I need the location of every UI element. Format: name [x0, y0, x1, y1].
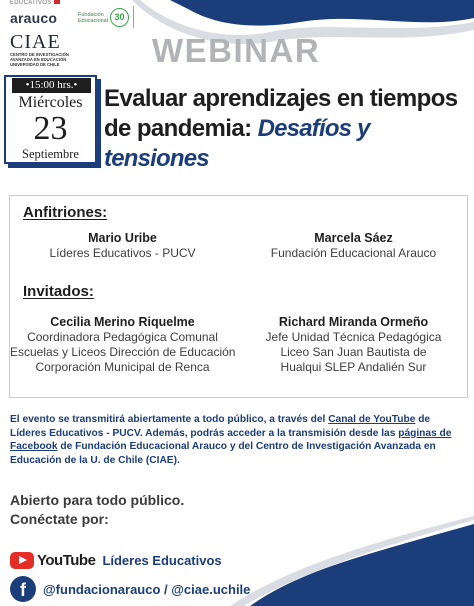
date-box — [4, 75, 97, 164]
event-title-accent: Desafíos y tensiones — [104, 115, 370, 172]
person-role: Liceo San Juan Bautista de — [280, 345, 427, 359]
host-marcela-saez — [241, 230, 466, 261]
open-line: Abierto para todo público. — [10, 492, 185, 508]
person-name: Cecilia Merino Riquelme — [50, 315, 195, 329]
notice-text: de Fundación Educacional Arauco y del Centro de Investigación Avanzada en Educación de la U. de Chile (CIAE). — [10, 441, 436, 466]
youtube-channel-name[interactable]: Líderes Educativos — [102, 552, 222, 568]
person-affiliation: Líderes Educativos - PUCV — [49, 246, 196, 260]
event-month: Septiembre — [22, 147, 79, 161]
logo-divider — [133, 6, 134, 28]
facebook-row[interactable] — [10, 575, 250, 603]
notice-text: de Líderes Educativos - PUCV. Además, podrás acceder a la transmisión desde las — [10, 414, 431, 439]
host-mario-uribe — [10, 230, 235, 261]
person-name: Marcela Sáez — [314, 231, 393, 245]
event-weekday: Miércoles — [18, 94, 83, 111]
partner-logos — [0, 0, 160, 75]
youtube-channel-link[interactable]: Canal de YouTube — [328, 414, 416, 425]
connect-line: Conéctate por: — [10, 511, 109, 527]
broadcast-notice — [10, 413, 466, 467]
fundacion-educacional-label: Fundación Educacional — [78, 12, 108, 24]
guest-cecilia-merino — [10, 314, 235, 375]
person-role: Hualqui SLEP Andalién Sur — [280, 360, 427, 374]
guest-richard-miranda — [241, 314, 466, 375]
event-day: 23 — [33, 110, 68, 147]
lideres-educativos-logo: EDUCATIVOS — [10, 0, 60, 6]
youtube-wordmark: YouTube — [37, 551, 96, 569]
ciae-logo-subtitle: CENTRO DE INVESTIGACIÓN AVANZADA EN EDUCACIÓN UNIVERSIDAD DE CHILE — [10, 52, 69, 67]
facebook-pages-link[interactable]: páginas de Facebook — [10, 427, 452, 453]
anniversary-30-badge: 30 — [110, 8, 129, 27]
arauco-logo: arauco — [10, 10, 58, 26]
event-title-main: Evaluar aprendizajes en tiempos de pandemia: — [104, 85, 458, 142]
person-role: Corporación Municipal de Renca — [35, 360, 210, 374]
facebook-handles[interactable]: @fundacionarauco / @ciae.uchile — [43, 581, 251, 597]
person-role: Coordinadora Pedagógica Comunal — [27, 330, 218, 344]
hosts-heading: Anfitriones: — [23, 204, 108, 221]
ciae-logo: CIAE — [10, 31, 61, 53]
notice-text: El evento se transmitirá abiertamente a todo público, a través del — [10, 414, 329, 425]
event-title — [104, 84, 474, 174]
person-role: Jefe Unidad Técnica Pedagógica — [265, 330, 442, 344]
facebook-icon: f — [10, 576, 36, 602]
person-name: Mario Uribe — [88, 231, 157, 245]
guests-heading: Invitados: — [23, 283, 94, 300]
person-role: Escuelas y Liceos Dirección de Educación — [10, 345, 236, 359]
webinar-banner: WEBINAR — [152, 32, 321, 69]
youtube-play-icon — [10, 552, 34, 569]
event-time: •15:00 hrs.• — [12, 78, 91, 93]
youtube-row[interactable] — [10, 550, 222, 570]
person-affiliation: Fundación Educacional Arauco — [270, 246, 437, 260]
person-name: Richard Miranda Ormeño — [278, 315, 429, 329]
speakers-card — [9, 195, 468, 398]
